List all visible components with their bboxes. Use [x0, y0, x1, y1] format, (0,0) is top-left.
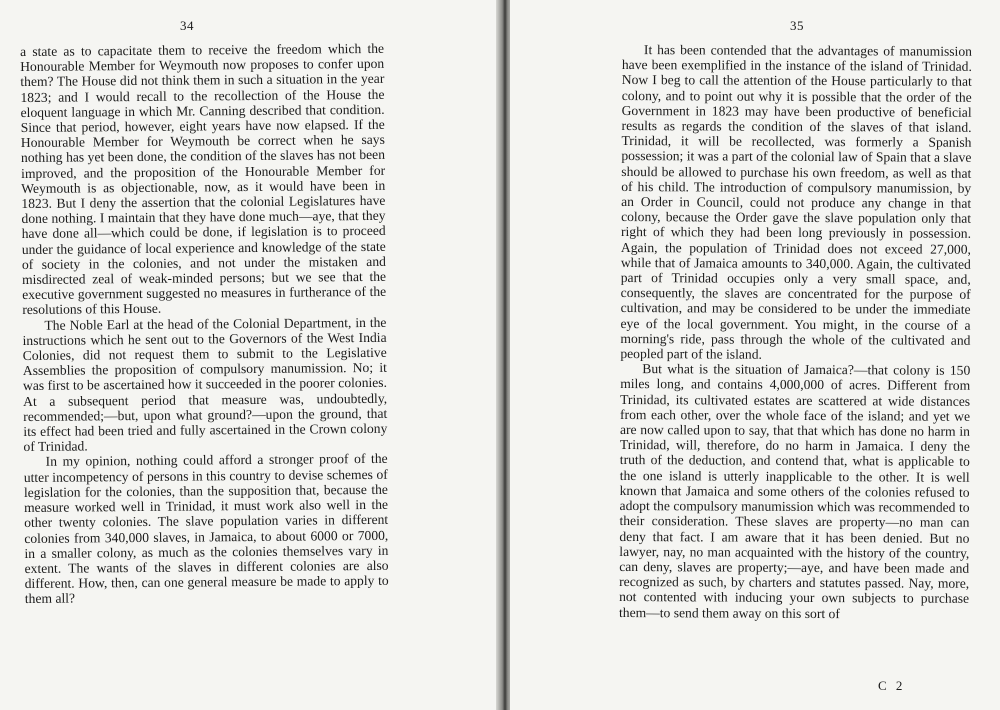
- left-paragraph-2: The Noble Earl at the head of the Colonial Department, in the instructions which he sent out to the Governors of the West India Colonies, did not request them to submit to the Legislative Assemblies the proposition of compulsory manumission. No; it was first to be ascertained how it succeeded in the poorer colonies. At a subsequent period that measure was, undoubtedly, recommended;—but, upon what ground?—upon the ground, that its effect had been tried and fully ascertained in the Crown colony of Trinidad.: [22, 314, 388, 455]
- left-paragraph-3: In my opinion, nothing could afford a stronger proof of the utter incompetency of persons in this country to devise schemes of legislation for the colonies, than the supposition that, because the measure worked well in Trinidad, it must work also well in the other twenty colonies. The slave population varies in different colonies from 340,000 slaves, in Jamaica, to about 6000 or 7000, in a smaller colony, as much as the colonies themselves vary in extent. The wants of the slaves in different colonies are also different. How, then, can one general measure be made to apply to them all?: [23, 451, 389, 607]
- right-page-text: [619, 42, 972, 622]
- page-number-left: 34: [180, 18, 194, 33]
- page-number-right: 35: [790, 18, 804, 33]
- right-paragraph-2: But what is the situation of Jamaica?—that colony is 150 miles long, and contains 4,000,000 of acres. Different from Trinidad, its cultivated estates are scattered at wide distances from each other, over the whole face of the island; and yet we are now called upon to say, that that which has done no harm in Trinidad, will, therefore, do no harm in Jamaica. I deny the truth of the deduction, and contend that, what is applicable to the one island is utterly inapplicable to the other. It is well known that Jamaica and some others of the colonies refused to adopt the compulsory manumission which was recommended to their consideration. These slaves are property—no man can deny that fact. I am aware that it has been denied. But no lawyer, nay, no man acquainted with the history of the country, can deny, slaves are property;—aye, and have been made and recognized as such, by charters and statutes passed. Nay, more, not contented with inducing your own subjects to purchase them—to send them away on this sort of: [618, 361, 971, 621]
- left-paragraph-1: a state as to capacitate them to receive the freedom which the Honourable Member for Weymouth now proposes to confer upon them? The House did not think them in such a situation in the year 1823; and I would recall to the recollection of the House the eloquent language in which Mr. Canning described that condition. Since that period, however, eight years have now elapsed. If the Honourable Member for Weymouth be correct when he says nothing has yet been done, the condition of the slaves has not been improved, and the proposition of the Honourable Member for Weymouth is as objectionable, now, as it would have been in 1823. But I deny the assertion that the colonial Legislatures have done nothing. I maintain that they have done much—aye, that they have done all—which could be done, if legislation is to proceed under the guidance of local experience and knowledge of the state of society in the colonies, and not under the mistaken and misdirected zeal of weak-minded persons; but we see that the executive government suggested no measures in furtherance of the resolutions of this House.: [20, 40, 387, 318]
- signature-mark: C 2: [878, 678, 906, 693]
- right-page: [510, 0, 1000, 710]
- right-paragraph-1: It has been contended that the advantages of manumission have been exemplified in the instance of the island of Trinidad. Now I beg to call the attention of the House particularly to that colony, and to point out why it is possible that the order of the Government in 1823 may have been productive of beneficial results as regards the condition of the slaves of that island. Trinidad, it will be recollected, was formerly a Spanish possession; it was a part of the colonial law of Spain that a slave should be allowed to purchase his own freedom, as well as that of his child. The introduction of compulsory manumission, by an Order in Council, could not produce any change in that colony, because the Order gave the slave population only that right of which they had been long previously in possession. Again, the population of Trinidad does not exceed 27,000, while that of Jamaica amounts to 340,000. Again, the cultivated part of Trinidad occupies only a very small space, and, consequently, the slaves are concentrated for the purpose of cultivation, and may be considered to be under the immediate eye of the local government. You might, in the course of a morning's ride, pass through the whole of the cultivated and peopled part of the island.: [620, 42, 972, 362]
- left-page-text: [20, 41, 389, 607]
